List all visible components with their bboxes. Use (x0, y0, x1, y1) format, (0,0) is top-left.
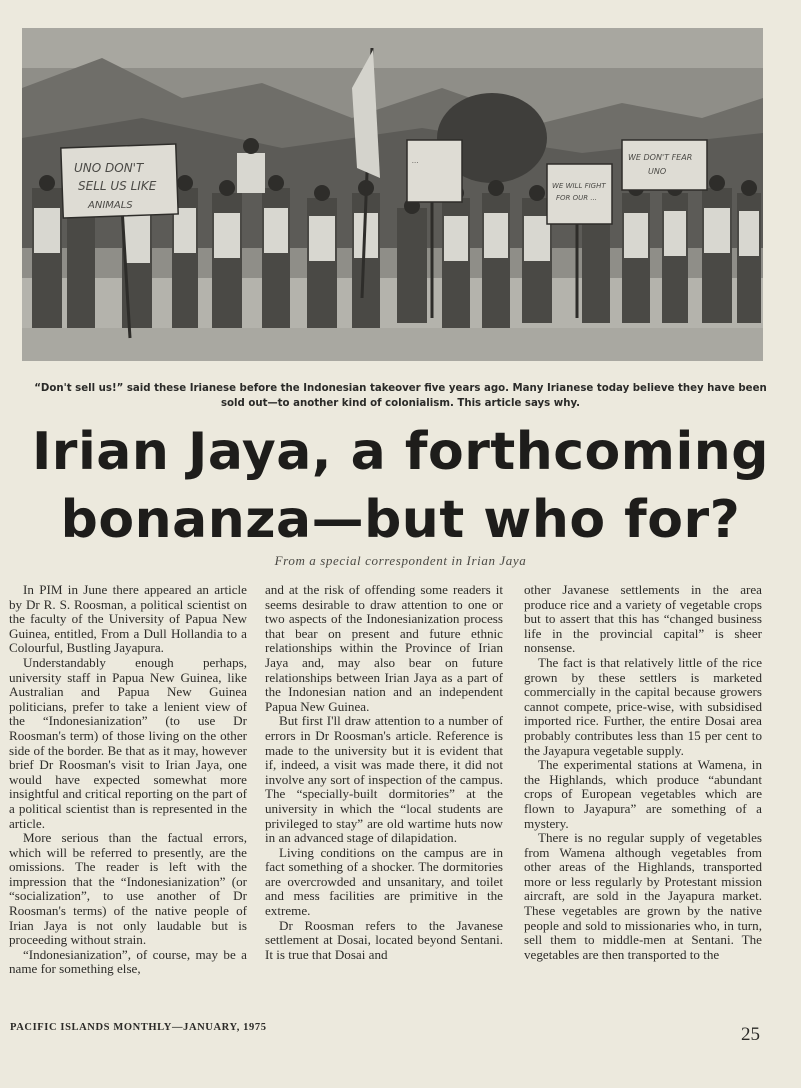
paragraph: The fact is that relatively little of the rice grown by these settlers is marketed commercially in the capital because growers cannot compete, price-wise, with subsidised imported rice. Further, the entire Dosai area probably contributes less than 15 per cent to the Jayapura vegetable supply. (524, 654, 762, 758)
svg-text:UNO: UNO (648, 167, 667, 176)
paragraph: But first I'll draw attention to a number of errors in Dr Roosman's article. Reference is made to the university but it is evident that if, indeed, a visit was made there, it did not involve any sort of inspection of the campus. The “specially-built dormitories” at the university in which the “local students are privileged to stay” are old wartime huts now in an advanced stage of dilapidation. (265, 713, 503, 846)
article-headline: Irian Jaya, a forthcoming bonanza—but who for? (31, 422, 770, 550)
paragraph: There is no regular supply of vegetables from Wamena although vegetables from other areas of the Highlands, transported more or less regularly by Protestant mission aircraft, are sold in the Jayapura market. These vegetables are grown by the native people and sold to missionaries who, in turn, sell them to middle-men at Sentani. The vegetables are then transported to the (524, 830, 762, 962)
publication-footer: PACIFIC ISLANDS MONTHLY—JANUARY, 1975 (10, 1022, 267, 1033)
protest-photo-illustration (22, 28, 763, 361)
paragraph: The experimental stations at Wamena, in the Highlands, which produce “abundant crops of European vegetables which are flown to Jayapura” are something of a mystery. (524, 757, 762, 831)
paragraph: “Indonesianization”, of course, may be a name for something else, (9, 946, 247, 977)
article-column-2 (265, 583, 503, 962)
paragraph: Living conditions on the campus are in fact something of a shocker. The dormitories are overcrowded and unsanitary, and toilet and mess facilities are primitive in the extreme. (265, 844, 503, 919)
protest-photo (22, 28, 763, 361)
svg-text:ANIMALS: ANIMALS (88, 200, 133, 211)
svg-text:FOR OUR ...: FOR OUR ... (556, 194, 598, 202)
paragraph: Understandably enough perhaps, university staff in Papua New Guinea, like Australian and Papua New Guinea politicians, prefer to take a lenient view of the “Indonesianization” (to use Dr Roosman's term) of those living on the other side of the border. Be that as it may, however brief Dr Roosman's visit to Irian Jaya, one would have expected somewhat more insightful and critical reporting on the part of a political scientist than is represented in the article. (9, 654, 247, 831)
paragraph: and at the risk of offending some readers it seems desirable to draw attention to one or two aspects of the Indonesianization process that bear on present and future ethnic relationships within the Province of Irian Jaya and, may also bear on future relationships between Irian Jaya as a part of the Indonesian nation and an independent Papua New Guinea. (265, 582, 503, 714)
sign-1-text: UNO DON'T (74, 161, 144, 175)
paragraph: More serious than the factual errors, which will be referred to presently, are the omissions. The reader is left with the impression that the “Indonesianization” (or “socialization”, to use another of Dr Roosman's terms) of the native people of Irian Jaya is not only laudable but is proceeding without strain. (9, 830, 247, 948)
article-column-1 (9, 583, 247, 977)
svg-text:WE WILL FIGHT: WE WILL FIGHT (552, 182, 606, 190)
svg-text:WE DON'T FEAR: WE DON'T FEAR (628, 153, 693, 162)
svg-text:...: ... (412, 157, 419, 165)
photo-caption: “Don't sell us!” said these Irianese before the Indonesian takeover five years ago. Many Irianese today believe they have been sold out—to another kind of colonialism. This article says why. (34, 383, 767, 409)
paragraph: Dr Roosman refers to the Javanese settlement at Dosai, located beyond Sentani. It is true that Dosai and (265, 917, 503, 962)
paragraph: In PIM in June there appeared an article by Dr R. S. Roosman, a political scientist on the faculty of the University of Papua New Guinea, entitled, From a Dull Hollandia to a Colourful, Bustling Jayapura. (9, 582, 247, 656)
article-byline: From a special correspondent in Irian Jaya (274, 553, 527, 568)
page-number: 25 (741, 1024, 760, 1045)
article-column-3 (524, 583, 762, 962)
paragraph: other Javanese settlements in the area produce rice and a variety of vegetable crops but to assert that this has “changed business life in the provincial capital” is sheer nonsense. (524, 582, 762, 656)
svg-text:SELL US LIKE: SELL US LIKE (78, 179, 157, 193)
